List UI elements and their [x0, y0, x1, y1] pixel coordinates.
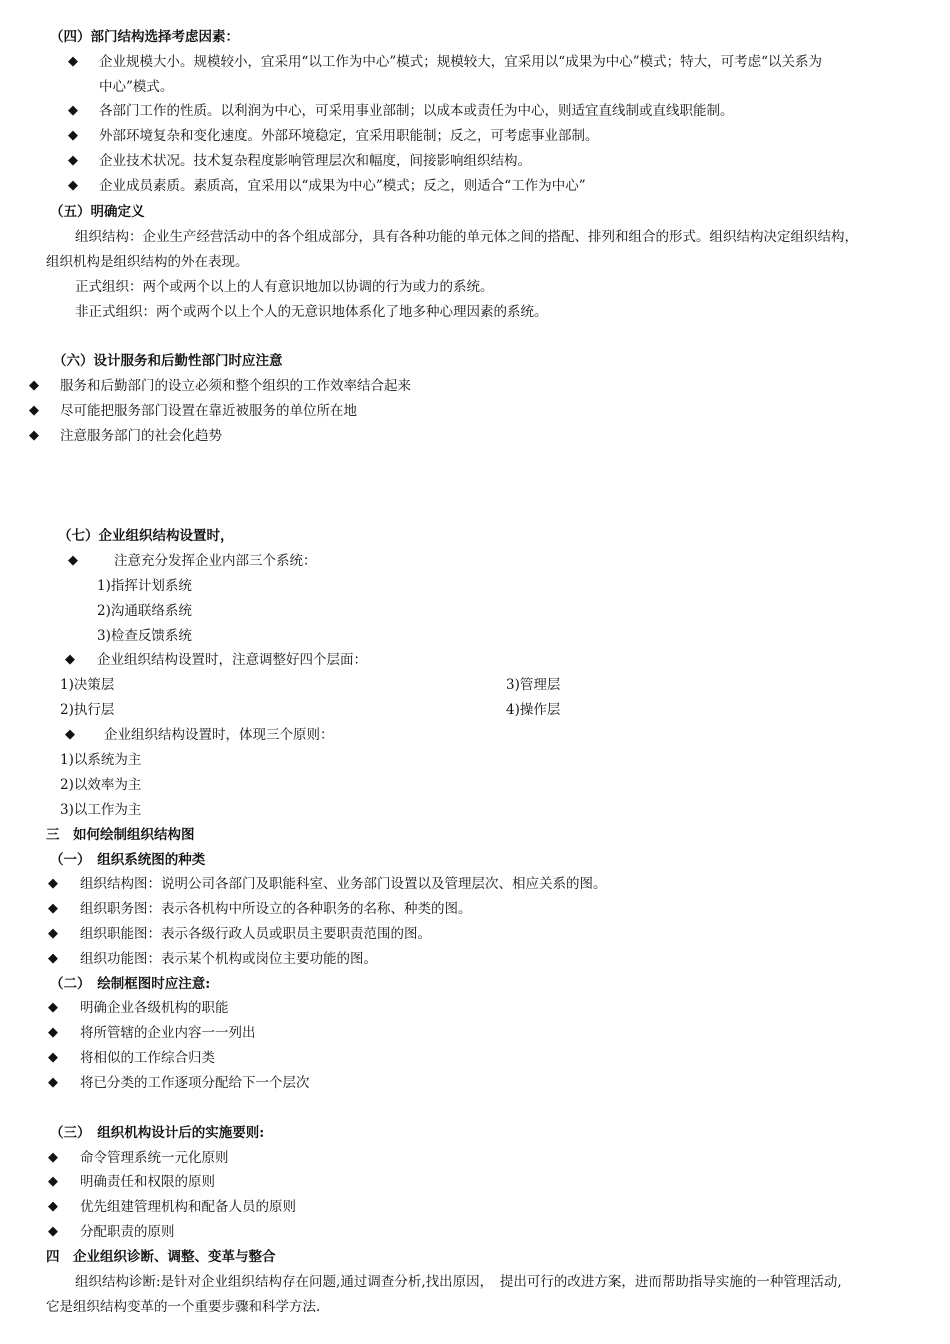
definition-paragraph-continuation: 组织机构是组织结构的外在表现。	[46, 254, 249, 270]
section-4-heading: （四）部门结构选择考虑因素：	[50, 29, 239, 45]
section-6-heading: （六）设计服务和后勤性部门时应注意	[53, 353, 283, 369]
layer-item: 1)决策层	[60, 677, 115, 693]
subsection-heading: （三） 组织机构设计后的实施要则:	[50, 1125, 265, 1141]
diagnosis-paragraph: 组织结构诊断:是针对企业组织结构存在问题,通过调查分析,找出原因， 提出可行的改进方案，进而帮助指导实施的一种管理活动,	[75, 1274, 842, 1290]
bullet-icon: ◆	[48, 1000, 58, 1015]
bullet-icon: ◆	[48, 1224, 58, 1239]
list-item: 组织职务图：表示各机构中所设立的各种职务的名称、种类的图。	[80, 901, 472, 917]
bullet-icon: ◆	[48, 951, 58, 966]
list-item: 企业组织结构设置时，体现三个原则：	[104, 727, 334, 743]
subsection-heading: （二） 绘制框图时应注意:	[50, 976, 211, 992]
principle-item: 2)以效率为主	[60, 777, 142, 793]
bullet-icon: ◆	[29, 428, 39, 443]
list-item: 明确责任和权限的原则	[80, 1174, 215, 1190]
subsection-heading: （一） 组织系统图的种类	[50, 852, 206, 868]
bullet-icon: ◆	[65, 652, 75, 667]
bullet-icon: ◆	[68, 128, 78, 143]
list-item: 注意充分发挥企业内部三个系统：	[114, 553, 317, 569]
bullet-icon: ◆	[48, 1199, 58, 1214]
list-item: 注意服务部门的社会化趋势	[60, 428, 222, 444]
bullet-icon: ◆	[48, 1174, 58, 1189]
definition-paragraph: 组织结构：企业生产经营活动中的各个组成部分，具有各种功能的单元体之间的搭配、排列和组合的形式。组织结构决定组织结构，	[75, 229, 858, 245]
system-item: 3)检查反馈系统	[97, 628, 192, 644]
layer-item: 3)管理层	[506, 677, 561, 693]
list-item: 将相似的工作综合归类	[80, 1050, 215, 1066]
list-item: 命令管理系统一元化原则	[80, 1150, 229, 1166]
list-item: 企业技术状况。技术复杂程度影响管理层次和幅度，间接影响组织结构。	[99, 153, 531, 169]
chapter-3-heading: 三 如何绘制组织结构图	[46, 827, 195, 843]
bullet-icon: ◆	[48, 1050, 58, 1065]
principle-item: 3)以工作为主	[60, 802, 142, 818]
chapter-4-heading: 四 企业组织诊断、调整、变革与整合	[46, 1249, 276, 1265]
list-item: 将所管辖的企业内容一一列出	[80, 1025, 256, 1041]
list-item: 企业规模大小。规模较小，宜采用“以工作为中心”模式；规模较大，宜采用以“成果为中心”模式；特大，可考虑“以关系为	[99, 54, 823, 70]
bullet-icon: ◆	[68, 153, 78, 168]
list-item: 组织职能图：表示各级行政人员或职员主要职责范围的图。	[80, 926, 431, 942]
list-item: 企业组织结构设置时，注意调整好四个层面：	[97, 652, 367, 668]
bullet-icon: ◆	[48, 1150, 58, 1165]
bullet-icon: ◆	[48, 926, 58, 941]
list-item: 组织功能图：表示某个机构或岗位主要功能的图。	[80, 951, 377, 967]
bullet-icon: ◆	[68, 103, 78, 118]
bullet-icon: ◆	[48, 1025, 58, 1040]
layer-item: 2)执行层	[60, 702, 115, 718]
bullet-icon: ◆	[68, 54, 78, 69]
list-item: 尽可能把服务部门设置在靠近被服务的单位所在地	[60, 403, 357, 419]
principle-item: 1)以系统为主	[60, 752, 142, 768]
system-item: 2)沟通联络系统	[97, 603, 192, 619]
bullet-icon: ◆	[48, 876, 58, 891]
bullet-icon: ◆	[48, 901, 58, 916]
list-item: 企业成员素质。素质高，宜采用以“成果为中心”模式；反之，则适合“工作为中心”	[99, 178, 586, 194]
system-item: 1)指挥计划系统	[97, 578, 192, 594]
list-item: 组织结构图：说明公司各部门及职能科室、业务部门设置以及管理层次、相应关系的图。	[80, 876, 607, 892]
bullet-icon: ◆	[48, 1075, 58, 1090]
list-item: 明确企业各级机构的职能	[80, 1000, 229, 1016]
definition-informal-organization: 非正式组织：两个或两个以上个人的无意识地体系化了地多种心理因素的系统。	[75, 304, 548, 320]
bullet-icon: ◆	[68, 178, 78, 193]
list-item: 分配职责的原则	[80, 1224, 175, 1240]
list-item: 外部环境复杂和变化速度。外部环境稳定，宜采用职能制；反之，可考虑事业部制。	[99, 128, 599, 144]
list-item: 优先组建管理机构和配备人员的原则	[80, 1199, 296, 1215]
list-item: 将已分类的工作逐项分配给下一个层次	[80, 1075, 310, 1091]
list-item-continuation: 中心”模式。	[99, 79, 174, 95]
bullet-icon: ◆	[29, 403, 39, 418]
list-item: 服务和后勤部门的设立必须和整个组织的工作效率结合起来	[60, 378, 411, 394]
bullet-icon: ◆	[29, 378, 39, 393]
section-7-heading: （七）企业组织结构设置时，	[58, 528, 234, 544]
diagnosis-paragraph-continuation: 它是组织结构变革的一个重要步骤和科学方法.	[46, 1299, 321, 1315]
bullet-icon: ◆	[68, 553, 78, 568]
section-5-heading: （五）明确定义	[50, 204, 145, 220]
layer-item: 4)操作层	[506, 702, 561, 718]
list-item: 各部门工作的性质。以利润为中心，可采用事业部制；以成本或责任为中心，则适宜直线制或直线职能制。	[99, 103, 734, 119]
definition-formal-organization: 正式组织：两个或两个以上的人有意识地加以协调的行为或力的系统。	[75, 279, 494, 295]
bullet-icon: ◆	[65, 727, 75, 742]
